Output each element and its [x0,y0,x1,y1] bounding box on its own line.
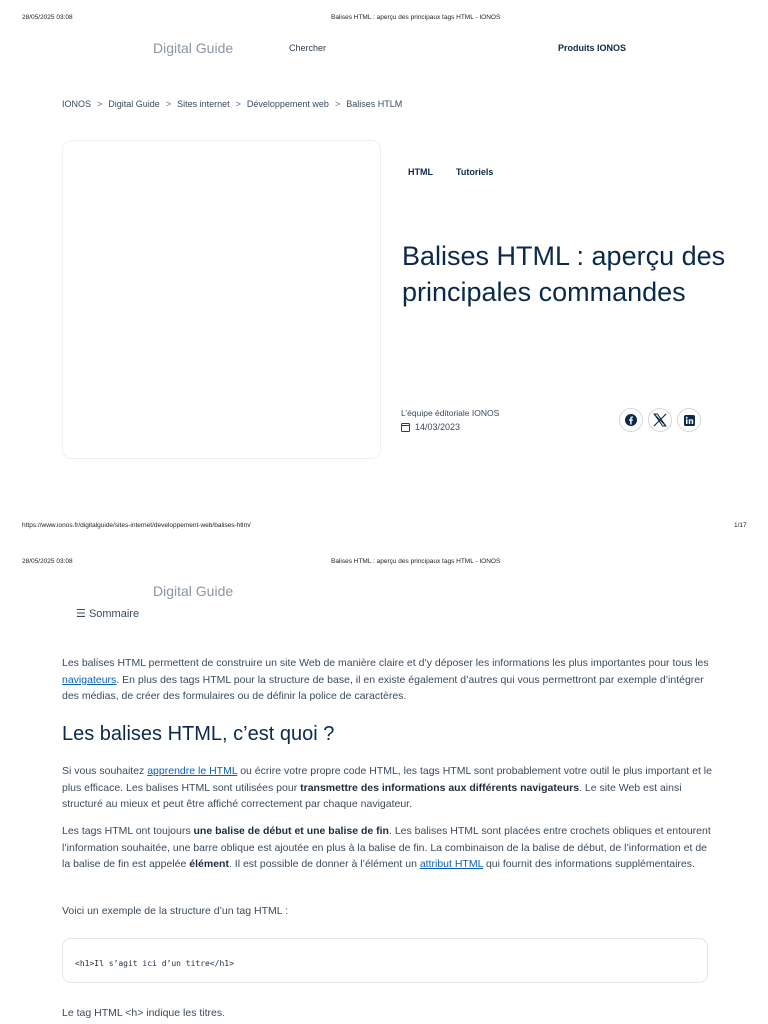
article-title: Balises HTML : aperçu des principales commandes [402,241,726,307]
article-date [401,422,460,432]
p2-text-1: Si vous souhaitez [62,765,148,777]
p2-text-3: . Le site Web est ainsi structuré au mieux et peut être affiché correctement par chaque navigateur. [62,781,682,810]
paragraph-2 [62,763,714,813]
article-tags [408,167,493,177]
intro-text-2: . En plus des tags HTML pour la structure de base, il en existe également d’autres qui vous permettront par exemple d’intégrer des médias, de créer des formulaires ou de définir la police de caractères. [62,673,704,702]
intro-text-1: Les balises HTML permettent de construire un site Web de manière claire et d’y déposer les informations les plus importantes pour tous les [62,657,709,669]
p3-text-2: . Les balises HTML sont placées entre crochets obliques et entourent l’information souhaitée, une barre oblique est ajoutée en plus à la balise de fin. La combinaison de la balise de début, de l’information et de la balise de fin est appelée [62,825,711,870]
print-page-number: 1/17 [734,522,747,529]
p3-text-1: Les tags HTML ont toujours [62,825,194,837]
print-doc-title: Balises HTML : aperçu des principaux tags HTML - IONOS [331,14,501,21]
chevron-right-icon: > [334,99,341,109]
print-url: https://www.ionos.fr/digitalguide/sites-internet/developpement-web/balises-htlm/ [22,522,251,529]
search-link[interactable]: Chercher [289,43,327,53]
chevron-right-icon: > [235,99,241,109]
print-datetime-2: 28/05/2025 03:08 [22,558,73,565]
p3-text-3: . Il est possible de donner à l’élément un [228,858,420,870]
apprendre-html-link[interactable]: apprendre le HTML [147,765,238,777]
paragraph-3 [62,823,714,873]
paragraph-4: Voici un exemple de la structure d’un tag HTML : [62,905,289,917]
x-icon [652,412,668,428]
share-buttons [619,408,701,432]
products-ionos-link[interactable]: Produits IONOS [558,43,627,53]
tag-html[interactable]: HTML [408,167,433,177]
calendar-icon [401,423,410,432]
summary-label: Sommaire [88,608,140,618]
facebook-share-button[interactable] [619,408,643,432]
p3-text-4: qui fournit des informations supplémentaires. [483,858,695,870]
breadcrumb-item-ionos[interactable]: IONOS [62,99,92,109]
chevron-right-icon: > [165,99,172,109]
digital-guide-logo-2[interactable]: Digital Guide [153,583,234,599]
breadcrumb-item-developpement-web[interactable]: Développement web [246,99,329,109]
p2-text-2: ou écrire votre propre code HTML, les tags HTML sont probablement votre outil le plus important et le plus efficace. Les balises HTML sont utilisées pour [62,765,712,794]
navigateurs-link[interactable]: navigateurs [62,673,117,686]
print-doc-title-2: Balises HTML : aperçu des principaux tags HTML - IONOS [331,558,501,565]
breadcrumb-item-digital-guide[interactable]: Digital Guide [108,99,160,109]
code-block[interactable] [62,938,708,983]
article-date-text: 14/03/2023 [415,422,461,432]
breadcrumb-item-sites-internet[interactable]: Sites internet [177,99,230,109]
hero-image [62,140,381,459]
intro-paragraph [62,655,714,705]
print-datetime: 28/05/2025 03:08 [22,14,73,21]
breadcrumb [62,99,402,109]
p3-bold-2: élément [189,858,229,870]
facebook-icon [625,414,637,426]
attribut-html-link[interactable]: attribut HTML [419,858,484,870]
chevron-right-icon: > [97,99,103,109]
code-sample: <h1>Il s’agit ici d’un titre</h1> [75,959,234,968]
breadcrumb-item-current[interactable]: Balises HTLM [346,99,403,109]
digital-guide-logo[interactable]: Digital Guide [153,40,234,56]
tag-tutoriels[interactable]: Tutoriels [456,167,494,177]
x-share-button[interactable] [648,408,672,432]
article-author[interactable]: L’équipe éditoriale IONOS [401,408,500,418]
p2-bold-1: transmettre des informations aux différents navigateurs [300,781,580,794]
linkedin-icon [684,415,695,426]
linkedin-share-button[interactable] [677,408,701,432]
table-of-contents-toggle[interactable] [76,604,196,618]
p3-bold-1: une balise de début et une balise de fin [193,825,389,837]
list-icon: ☰ [76,608,86,618]
paragraph-5: Le tag HTML <h> indique les titres. [62,1007,226,1019]
section-heading: Les balises HTML, c’est quoi ? [62,723,335,745]
